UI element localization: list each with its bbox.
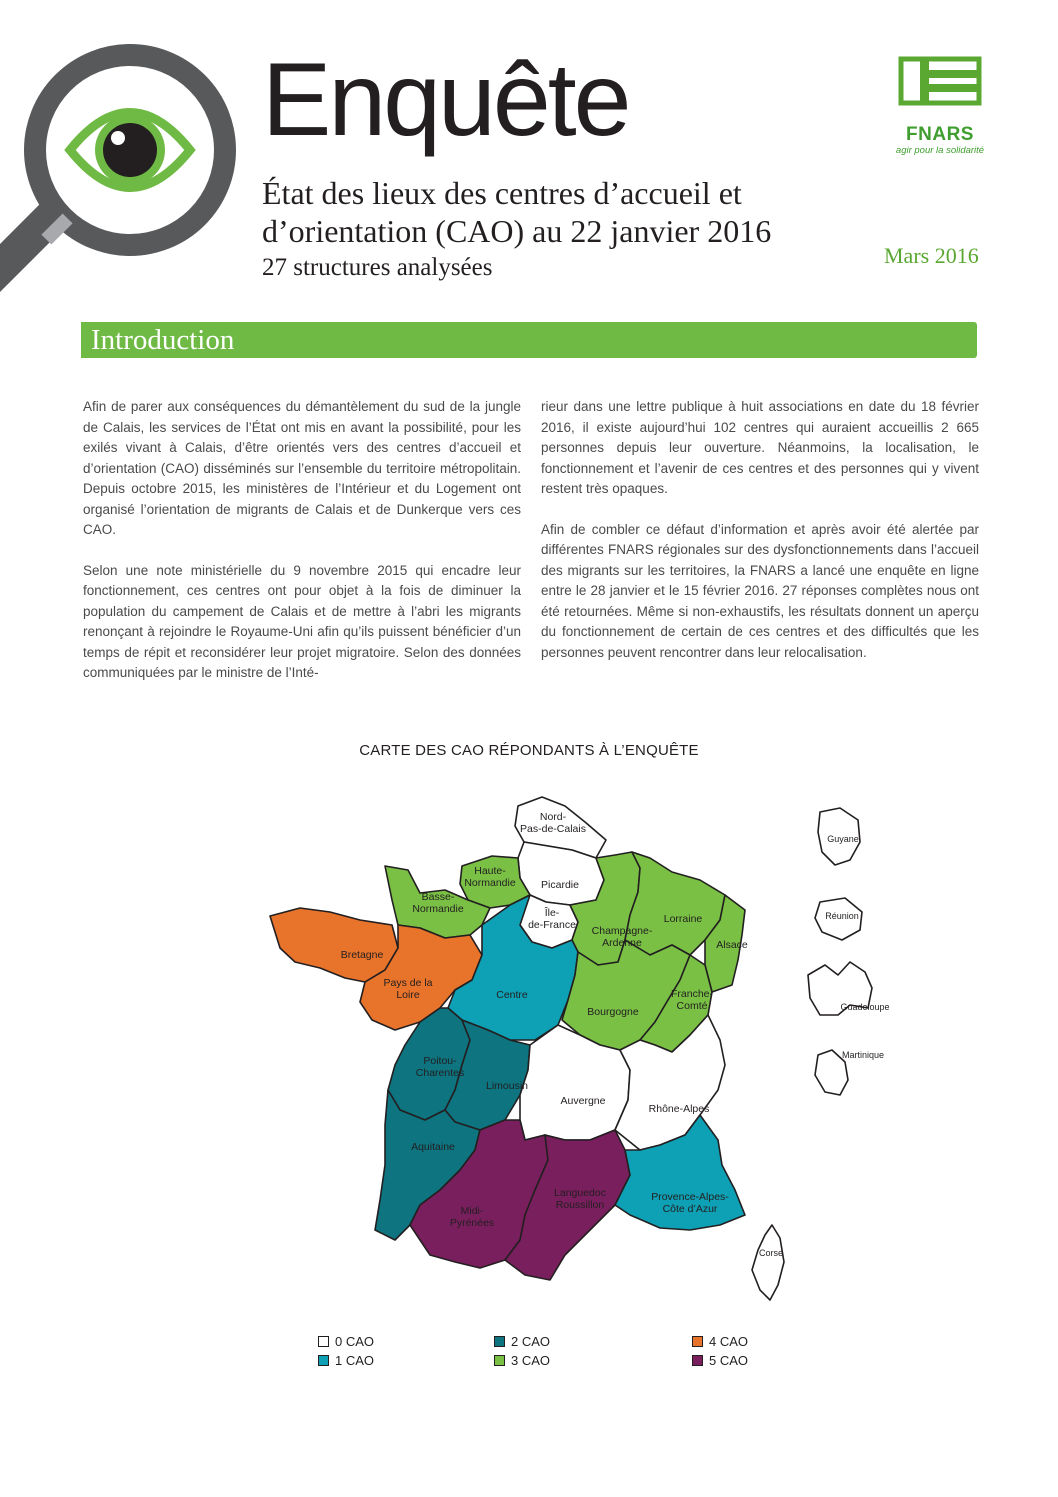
paragraph: Afin de combler ce défaut d’information et après avoir été alertée par différentes FNARS régionales sur des dysfonctionnements dans l’accueil des migrants sur les territoires, la FNARS a lancé une enquête en ligne entre le 28 janvier et le 15 février 2016. 27 réponses complètes nous ont été retournées. Même si non-exhaustifs, les résultats donnent un aperçu du fonctionnement de certain de ces centres et des difficultés que les personnes peuvent rencontrer dans leur relocalisation. (541, 521, 979, 660)
region-label: Guyane (827, 834, 859, 844)
paragraph: rieur dans une lettre publique à huit associations en date du 18 février 2016, il existe aujourd’hui 102 centres qui auraient accueillis 2 665 personnes depuis leur ouverture. Néanmoins, la localisation, le fonctionnement et l’avenir de ces centres et des personnes qui y vivent restent très opaques. (541, 399, 979, 496)
region-label: Provence-Alpes-Côte d’Azur (651, 1191, 729, 1215)
map-legend (318, 1334, 778, 1374)
legend-item (318, 1334, 374, 1349)
region-label: Basse-Normandie (412, 891, 464, 915)
region-label: Picardie (541, 879, 579, 891)
legend-label: 1 CAO (335, 1353, 375, 1368)
legend-swatch (494, 1336, 505, 1347)
legend-label: 5 CAO (709, 1353, 749, 1368)
logo-text: FNARS (906, 124, 974, 145)
legend-item (692, 1334, 748, 1349)
text-column-left (83, 397, 521, 704)
legend-swatch (318, 1355, 329, 1366)
region-bretagne (270, 908, 398, 982)
region-label: Guadeloupe (840, 1002, 890, 1012)
region-label: Auvergne (560, 1095, 606, 1107)
magnifier-eye-illustration (0, 0, 260, 330)
legend-label: 0 CAO (335, 1334, 375, 1349)
legend-swatch (318, 1336, 329, 1347)
legend-swatch (692, 1336, 703, 1347)
region-label: Île-de-France (528, 907, 576, 931)
region-label: Réunion (825, 911, 859, 921)
publication-date: Mars 2016 (884, 243, 979, 268)
paragraph: Selon une note ministérielle du 9 novembre 2015 qui encadre leur fonctionnement, ces centres ont pour objet à la fois de diminuer la population du campement de Calais et de mettre à l’abri les migrants renonçant à rejoindre le Royaume-Uni afin qu’ils puissent bénéficier d’un temps de répit et reconsidérer leur projet migratoire. Selon des données communiquées par le ministre de l’Inté- (83, 562, 521, 680)
structures-count: 27 structures analysées (262, 254, 493, 281)
region-label: Languedoc Roussillon (554, 1187, 606, 1211)
region-label: Centre (496, 989, 528, 1001)
region-label: Corse (758, 1248, 784, 1258)
region-label: Alsace (716, 939, 748, 951)
legend-swatch (494, 1355, 505, 1366)
region-label: Bourgogne (587, 1006, 639, 1018)
region-label: Nord-Pas-de-Calais (520, 811, 586, 835)
region-label: Rhône-Alpes (648, 1103, 710, 1115)
legend-label: 3 CAO (511, 1353, 551, 1368)
page-title: Enquête (262, 42, 629, 158)
region-label: Bretagne (340, 949, 384, 961)
region-label: Aquitaine (411, 1141, 455, 1153)
region-label: Franche-Comté (670, 988, 714, 1012)
region-label: Lorraine (663, 913, 703, 925)
section-title: Introduction (91, 324, 235, 356)
region-label: Midi-Pyrénées (449, 1205, 495, 1229)
region-label: Pays de la Loire (383, 977, 433, 1001)
text-column-right (541, 397, 979, 683)
legend-item (692, 1353, 748, 1368)
page-subtitle: État des lieux des centres d’accueil et d’orientation (CAO) au 22 janvier 2016 (262, 175, 772, 249)
france-regions-map (260, 790, 1000, 1310)
section-header (81, 322, 977, 358)
region-label: Martinique (841, 1050, 885, 1060)
legend-swatch (692, 1355, 703, 1366)
region-label: Limousin (485, 1080, 529, 1092)
map-title: CARTE DES CAO RÉPONDANTS À L’ENQUÊTE (359, 742, 699, 759)
region-corse (752, 1225, 784, 1300)
paragraph: Afin de parer aux conséquences du démantèlement du sud de la jungle de Calais, les services de l’État ont mis en avant la possibilité, pour les exilés vivant à Calais, d’être orientés vers des centres d’accueil et d’orientation (CAO) disséminés sur l’ensemble du territoire métropolitain. Depuis octobre 2015, les ministères de l’Intérieur et du Logement ont organisé l’orientation de migrants de Calais et de Dunkerque vers ces CAO. (83, 399, 521, 537)
logo-tagline: agir pour la solidarité (895, 145, 985, 156)
legend-item (494, 1353, 550, 1368)
legend-label: 4 CAO (709, 1334, 749, 1349)
legend-label: 2 CAO (511, 1334, 551, 1349)
region-label: Poitou-Charentes (415, 1055, 465, 1079)
legend-item (494, 1334, 550, 1349)
region-label: Haute-Normandie (464, 865, 516, 889)
legend-item (318, 1353, 374, 1368)
region-label: Champagne-Ardenne (591, 925, 653, 949)
